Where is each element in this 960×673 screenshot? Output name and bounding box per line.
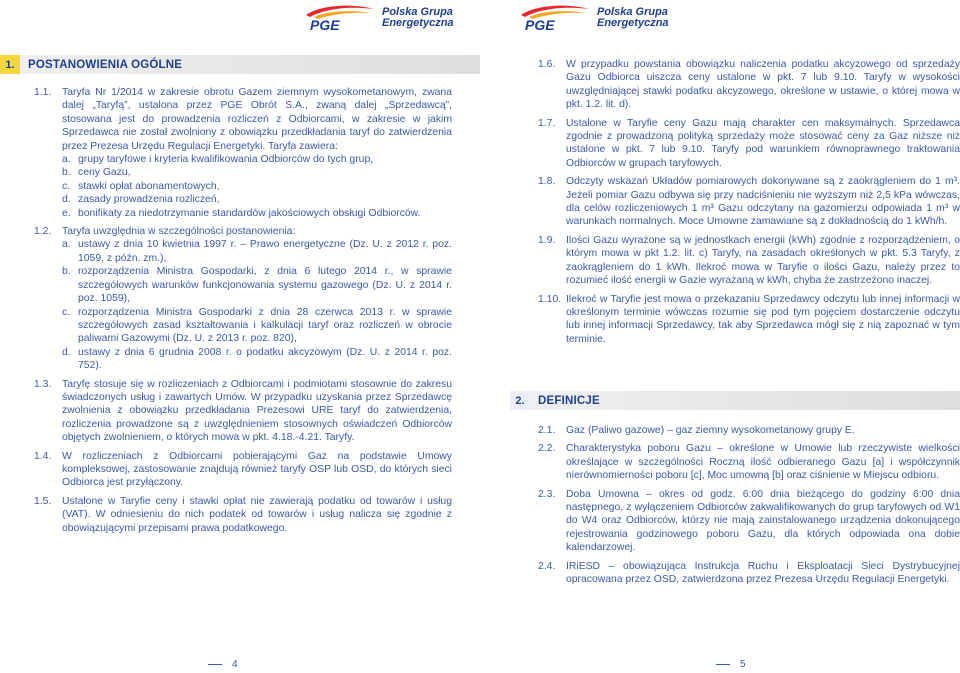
- definition-2-3: [538, 488, 960, 555]
- clause-1-5: [34, 495, 452, 535]
- list-label: c.: [62, 306, 71, 318]
- clause-1-9: [538, 234, 960, 288]
- right-column-bottom: [538, 424, 960, 588]
- clause-text: Ustalone w Taryfie ceny i stawki opłat nie zawierają podatku od towarów i usług (VAT). W odniesieniu do nich podatek od towarów i usług nalicza się zgodnie z obowiązującymi przepisami prawa podatkowego.: [62, 495, 452, 534]
- clause-text: Ustalone w Taryfie ceny Gazu mają charakter cen maksymalnych. Sprzedawca zgodnie z prowadzoną polityką sprzedaży może stosować ceny za Gaz niższe niż ustalone w pkt. 7 lub 9.10. Taryfy pod warunkiem równoprawnego traktowania Odbiorców w grupach taryfowych.: [566, 117, 960, 169]
- list-label: c.: [62, 180, 71, 192]
- brand-line-2: Energetyczna: [382, 17, 454, 29]
- clause-label: 1.3.: [34, 378, 52, 390]
- clause-text: Taryfa Nr 1/2014 w zakresie obrotu Gazem ziemnym wysokometanowym, zwana dalej „Taryfą”, ustalona przez PGE Obrót S.A., zwaną dalej „Sprzedawcą”, stosowana jest do prowadzenia rozliczeń z Odbiorcami, w zakresie w jakim Sprzedawca nie został zwolniony z obowiązku przedkładania taryf do zatwierdzenia przez Prezesa Urzędu Regulacji Energetyki. Taryfa zawiera:: [62, 87, 452, 152]
- brand-name: [382, 7, 454, 29]
- page-number: 4: [232, 659, 238, 670]
- pge-logo-text: PGE: [525, 17, 555, 33]
- list-item: [62, 346, 452, 373]
- clause-label: 1.5.: [34, 495, 52, 507]
- list-text: grupy taryfowe i kryteria kwalifikowania Odbiorców do tych grup,: [78, 154, 374, 166]
- section-number: 2.: [510, 391, 530, 410]
- clause-label: 1.6.: [538, 59, 556, 70]
- list-text: ustawy z dnia 6 grudnia 2008 r. o podatku akcyzowym (Dz. U. z 2014 r. poz. 752).: [78, 346, 452, 372]
- clause-text: Charakterystyka poboru Gazu ‒ określone w Umowie lub rzeczywiste wielkości określające w szczególności Roczną ilość odbieranego Gazu [a] i współczynnik nierównomierności poboru [c], Moc umowną [b] oraz ciśnienie w Miejscu odbioru.: [566, 443, 960, 482]
- clause-label: 1.2.: [34, 226, 52, 238]
- clause-text: Doba Umowna ‒ okres od godz. 6:00 dnia bieżącego do godziny 6:00 dnia następnego, z wyłączeniem Odbiorców zakwalifikowanych do grup taryfowych od W1 do W4 oraz Odbiorców, którzy nie mają zainstalowanego urządzenia dokonującego rejestrowania godzinowego poboru Gazu, dla których odpowiada ona dobie kalendarzowej.: [566, 488, 960, 554]
- clause-label: 1.7.: [538, 117, 556, 129]
- list-label: d.: [62, 346, 71, 358]
- clause-text: W przypadku powstania obowiązku naliczenia podatku akcyzowego od sprzedaży Gazu Odbiorca uiszcza ceny ustalone w pkt. 7 lub 9.10. Taryfy w wysokości uwzględniającej stawki podatku akcyzowego, określone w ustawie, o której mowa w pkt. 1.2. lit. d).: [566, 59, 960, 111]
- list-item: [62, 265, 452, 305]
- list-label: a.: [62, 239, 71, 251]
- clause-1-1: [34, 86, 452, 220]
- list-label: a.: [62, 154, 71, 166]
- clause-label: 1.1.: [34, 87, 52, 98]
- list-label: d.: [62, 194, 71, 206]
- list-text: ustawy z dnia 10 kwietnia 1997 r. ‒ Prawo energetyczne (Dz. U. z 2012 r. poz. 1059, z późn. zm.),: [78, 239, 452, 264]
- list-text: stawki opłat abonamentowych,: [78, 180, 220, 192]
- clause-1-8: [538, 175, 960, 229]
- clause-1-10: [538, 293, 960, 347]
- right-column-top: [538, 58, 960, 348]
- footer-dash: [716, 664, 730, 665]
- clause-text: Ilości Gazu wyrażone są w jednostkach energii (kWh) zgodnie z rozporządzeniem, o którym mowa w pkt 1.2. lit. c) Taryfy, na zasadach określonych w pkt. 5.3 Taryfy, z zaokrągleniem do 1 kWh. Ilekroć mowa w Taryfie o ilości Gazu, należy przez to rozumieć ilość energii w Gazie wyrażaną w kWh, chyba że zastrzeżono inaczej.: [566, 234, 960, 287]
- definition-2-1: [538, 424, 960, 437]
- pge-logo-text: PGE: [310, 17, 340, 33]
- brand-name: [597, 7, 669, 29]
- clause-1-6: [538, 58, 960, 112]
- clause-text: Ilekroć w Taryfie jest mowa o przekazaniu Sprzedawcy odczytu lub innej informacji w określonym terminie wówczas rozumie się pod tym pojęciem dostarczenie odczytu lub innej informacji Sprzedawcy, tak aby Sprzedawca mógł się z nią zapoznać w tym terminie.: [566, 293, 960, 345]
- pge-logo: [300, 3, 454, 33]
- list-item: [62, 193, 452, 206]
- definition-2-2: [538, 442, 960, 482]
- list-item: [62, 238, 452, 265]
- clause-text: Taryfa uwzględnia w szczególności postanowienia:: [62, 226, 296, 238]
- list-item: [62, 166, 452, 179]
- pge-logo-icon: [300, 3, 378, 33]
- brand-line-1: Polska Grupa: [597, 6, 668, 18]
- clause-label: 1.10.: [538, 293, 562, 305]
- section-number: 1.: [0, 55, 20, 74]
- list-item: [62, 180, 452, 193]
- right-page: [480, 0, 960, 673]
- clause-text: W rozliczeniach z Odbiorcami pobierającymi Gaz na podstawie Umowy kompleksowej, zastosowanie znajdują również taryfy OSP lub OSD, do których sieci Odbiorca jest przyłączony.: [62, 450, 452, 489]
- section-title: POSTANOWIENIA OGÓLNE: [28, 58, 183, 71]
- list-text: ceny Gazu,: [78, 167, 131, 179]
- definition-2-4: [538, 560, 960, 587]
- list-text: rozporządzenia Ministra Gospodarki z dnia 28 czerwca 2013 r. w sprawie szczegółowych zasad kształtowania i kalkulacji taryf oraz rozliczeń w obrocie paliwami Gazowymi (Dz. U. z 2013 r. poz. 820),: [78, 306, 452, 345]
- list-item: [62, 207, 452, 220]
- left-column: [34, 86, 452, 537]
- clause-1-2: [34, 225, 452, 372]
- clause-1-7: [538, 117, 960, 171]
- clause-label: 1.9.: [538, 234, 556, 246]
- clause-label: 2.4.: [538, 560, 556, 572]
- pge-logo-icon: [515, 3, 593, 33]
- clause-1-4: [34, 450, 452, 490]
- list-text: bonifikaty za niedotrzymanie standardów jakościowych obsługi Odbiorców.: [78, 207, 421, 219]
- clause-label: 1.8.: [538, 176, 556, 188]
- clause-label: 2.2.: [538, 443, 556, 455]
- clause-text: IRiESD ‒ obowiązująca Instrukcja Ruchu i Eksploatacji Sieci Dystrybucyjnej opracowana przez OSD, zatwierdzona przez Prezesa Urzędu Regulacji Energetyki.: [566, 560, 960, 586]
- footer-dash: [208, 664, 222, 665]
- list-label: b.: [62, 266, 71, 278]
- clause-label: 2.3.: [538, 488, 556, 500]
- clause-label: 2.1.: [538, 425, 556, 436]
- list-text: rozporządzenia Ministra Gospodarki, z dnia 6 lutego 2014 r., w sprawie szczegółowych warunków funkcjonowania systemu gazowego (Dz. U. z 2014 r. poz. 1059),: [78, 266, 452, 305]
- list-label: b.: [62, 167, 71, 179]
- list-item: [62, 153, 452, 166]
- list-label: e.: [62, 207, 71, 219]
- section-title: DEFINICJE: [538, 394, 600, 407]
- clause-label: 1.4.: [34, 450, 52, 462]
- page-footer: [208, 659, 238, 670]
- clause-text: Odczyty wskazań Układów pomiarowych dokonywane są z zaokrągleniem do 1 m³. Jeżeli pomiar Gazu odbywa się przy nadciśnieniu nie wyższym niż 2,5 kPa wówczas, dla celów rozliczeniowych 1 m³ Gazu odczytany na gazomierzu odpowiada 1 m³ w warunkach normalnych. Moce Umowne zamawiane są z dokładnością do 1 kWh/h.: [566, 176, 960, 228]
- clause-text: Taryfę stosuje się w rozliczeniach z Odbiorcami i podmiotami stosownie do zakresu świadczonych usług i zawartych Umów. W przypadku uzyskania przez Sprzedawcę zwolnienia z obowiązku przedkładania Prezesowi URE taryf do zatwierdzenia, rozliczenia prowadzone są z uwzględnieniem stosownych oświadczeń Odbiorców objętych zwolnieniem, o których mowa w pkt. 4.18.-4.21. Taryfy.: [62, 378, 452, 444]
- brand-line-1: Polska Grupa: [382, 6, 453, 18]
- clause-text: Gaz (Paliwo gazowe) ‒ gaz ziemny wysokometanowy grupy E.: [566, 425, 855, 436]
- clause-1-3: [34, 378, 452, 445]
- brand-line-2: Energetyczna: [597, 17, 669, 29]
- section-header-1: [0, 55, 480, 74]
- section-header-2: [510, 391, 960, 410]
- page-number: 5: [740, 659, 746, 670]
- list-item: [62, 306, 452, 346]
- page-footer: [716, 659, 746, 670]
- pge-logo: [515, 3, 669, 33]
- list-text: zasady prowadzenia rozliczeń,: [78, 194, 220, 206]
